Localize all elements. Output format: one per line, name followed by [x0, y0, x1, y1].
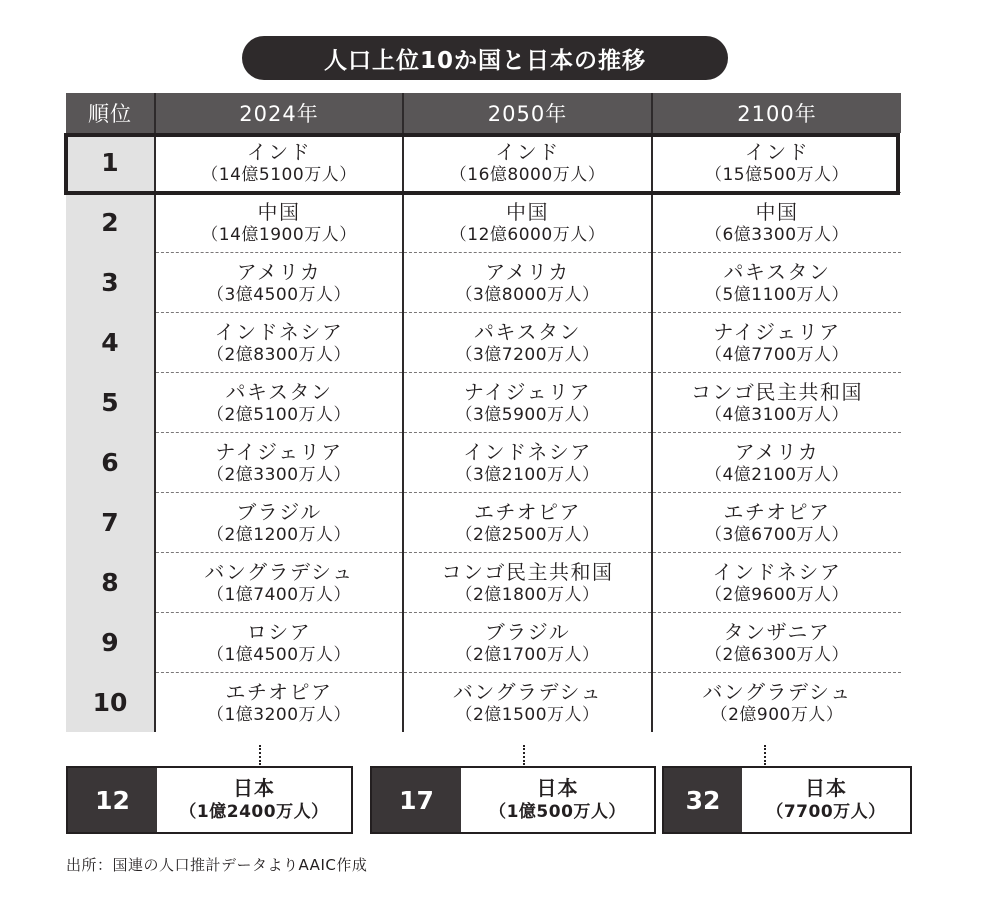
cell-2100	[652, 493, 901, 553]
population: （4億7700万人）	[704, 344, 850, 365]
japan-info	[157, 768, 351, 832]
header-2024: 2024年	[155, 93, 403, 133]
population: （2億9600万人）	[704, 584, 850, 605]
table-row	[66, 253, 901, 313]
japan-name: 日本	[536, 776, 579, 800]
population: （4億2100万人）	[704, 464, 850, 485]
rank-number: 5	[66, 373, 155, 433]
country-name: インドネシア	[712, 559, 842, 584]
population: （2億8300万人）	[206, 344, 352, 365]
population: （1億3200万人）	[206, 704, 352, 725]
country-name: インド	[495, 139, 560, 164]
rank-number: 2	[66, 193, 155, 253]
country-name: エチオピア	[473, 499, 582, 524]
connector-2024	[259, 745, 261, 765]
population: （3億6700万人）	[704, 524, 850, 545]
rank-number: 7	[66, 493, 155, 553]
cell-2100	[652, 313, 901, 373]
country-name: バングラデシュ	[204, 559, 354, 584]
country-name: タンザニア	[723, 619, 831, 644]
cell-2050	[403, 313, 652, 373]
population: （2億1200万人）	[206, 524, 352, 545]
country-name: バングラデシュ	[702, 679, 852, 704]
japan-info	[461, 768, 654, 832]
country-name: インド	[246, 139, 312, 164]
japan-name: 日本	[805, 776, 847, 800]
cell-2024	[155, 253, 403, 313]
cell-2100	[652, 433, 901, 493]
cell-2050	[403, 433, 652, 493]
cell-2024	[155, 613, 403, 673]
cell-2100	[652, 553, 901, 613]
country-name: 中国	[755, 199, 799, 224]
country-name: ロシア	[246, 619, 312, 644]
rank-number: 4	[66, 313, 155, 373]
country-name: バングラデシュ	[452, 679, 603, 704]
population: （1億7400万人）	[206, 584, 352, 605]
population: （3億4500万人）	[206, 284, 352, 305]
japan-name: 日本	[233, 776, 275, 800]
population: （2億900万人）	[710, 704, 844, 725]
connector-2100	[764, 745, 766, 765]
japan-population: （1億2400万人）	[179, 802, 329, 822]
country-name: コンゴ民主共和国	[691, 379, 863, 404]
country-name: ナイジェリア	[215, 439, 343, 464]
cell-2024	[155, 373, 403, 433]
country-name: インド	[744, 139, 810, 164]
japan-box-2100	[662, 766, 912, 834]
header-row	[66, 93, 901, 133]
cell-2100	[652, 673, 901, 733]
population: （5億1100万人）	[704, 284, 850, 305]
cell-2050	[403, 373, 652, 433]
cell-2100	[652, 253, 901, 313]
country-name: パキスタン	[723, 259, 831, 284]
population: （2億3300万人）	[206, 464, 352, 485]
japan-rank: 12	[68, 768, 157, 832]
connector-2050	[523, 745, 525, 765]
population: （4億3100万人）	[704, 404, 850, 425]
country-name: コンゴ民主共和国	[441, 559, 614, 584]
population: （14億1900万人）	[201, 224, 357, 245]
population: （12億6000万人）	[449, 224, 606, 245]
cell-2100	[652, 373, 901, 433]
table-row	[66, 553, 901, 613]
population: （2億1700万人）	[455, 644, 600, 665]
ranking-table	[66, 93, 901, 732]
japan-box-2024	[66, 766, 353, 834]
cell-2024	[155, 313, 403, 373]
cell-2050	[403, 133, 652, 193]
country-name: パキスタン	[225, 379, 333, 404]
table-row	[66, 613, 901, 673]
table-row	[66, 493, 901, 553]
table-row	[66, 133, 901, 193]
cell-2050	[403, 553, 652, 613]
cell-2024	[155, 133, 403, 193]
cell-2050	[403, 193, 652, 253]
cell-2024	[155, 193, 403, 253]
country-name: アメリカ	[734, 439, 820, 464]
country-name: ブラジル	[236, 499, 322, 524]
rank-number: 3	[66, 253, 155, 313]
country-name: インドネシア	[463, 439, 592, 464]
rank-number: 10	[66, 673, 155, 733]
population: （15億500万人）	[704, 164, 850, 185]
table-row	[66, 433, 901, 493]
population: （2億5100万人）	[206, 404, 352, 425]
cell-2050	[403, 673, 652, 733]
header-rank: 順位	[66, 93, 155, 133]
country-name: ナイジェリア	[713, 319, 841, 344]
japan-box-2050	[370, 766, 656, 834]
country-name: ナイジェリア	[463, 379, 592, 404]
source-note: 出所：国連の人口推計データよりAAIC作成	[66, 856, 368, 874]
rank-number: 8	[66, 553, 155, 613]
country-name: 中国	[506, 199, 549, 224]
population: （14億5100万人）	[201, 164, 357, 185]
country-name: インドネシア	[214, 319, 344, 344]
population: （2億1500万人）	[455, 704, 600, 725]
country-name: 中国	[257, 199, 301, 224]
population: （1億4500万人）	[206, 644, 352, 665]
country-name: アメリカ	[236, 259, 322, 284]
cell-2024	[155, 673, 403, 733]
population: （2億6300万人）	[704, 644, 850, 665]
rank-number: 6	[66, 433, 155, 493]
rank-number: 9	[66, 613, 155, 673]
table-row	[66, 193, 901, 253]
country-name: パキスタン	[473, 319, 582, 344]
table-row	[66, 313, 901, 373]
country-name: ブラジル	[484, 619, 571, 644]
population: （2億1800万人）	[455, 584, 600, 605]
table-row	[66, 373, 901, 433]
cell-2024	[155, 553, 403, 613]
japan-rank: 32	[664, 768, 742, 832]
population: （3億7200万人）	[455, 344, 600, 365]
cell-2050	[403, 493, 652, 553]
population: （3億5900万人）	[455, 404, 600, 425]
japan-population: （7700万人）	[766, 802, 886, 822]
country-name: アメリカ	[485, 259, 570, 284]
japan-info	[742, 768, 910, 832]
chart-title: 人口上位10か国と日本の推移	[242, 36, 728, 80]
japan-rank: 17	[372, 768, 461, 832]
population: （2億2500万人）	[455, 524, 600, 545]
population: （16億8000万人）	[449, 164, 606, 185]
country-name: エチオピア	[225, 679, 333, 704]
table-row	[66, 673, 901, 733]
cell-2024	[155, 493, 403, 553]
rank-number: 1	[66, 133, 155, 193]
cell-2100	[652, 193, 901, 253]
header-2100: 2100年	[652, 93, 901, 133]
population: （3億2100万人）	[455, 464, 600, 485]
population: （3億8000万人）	[455, 284, 600, 305]
japan-population: （1億500万人）	[489, 802, 626, 822]
population: （6億3300万人）	[704, 224, 850, 245]
header-2050: 2050年	[403, 93, 652, 133]
cell-2100	[652, 613, 901, 673]
cell-2050	[403, 253, 652, 313]
cell-2050	[403, 613, 652, 673]
cell-2024	[155, 433, 403, 493]
cell-2100	[652, 133, 901, 193]
country-name: エチオピア	[723, 499, 831, 524]
